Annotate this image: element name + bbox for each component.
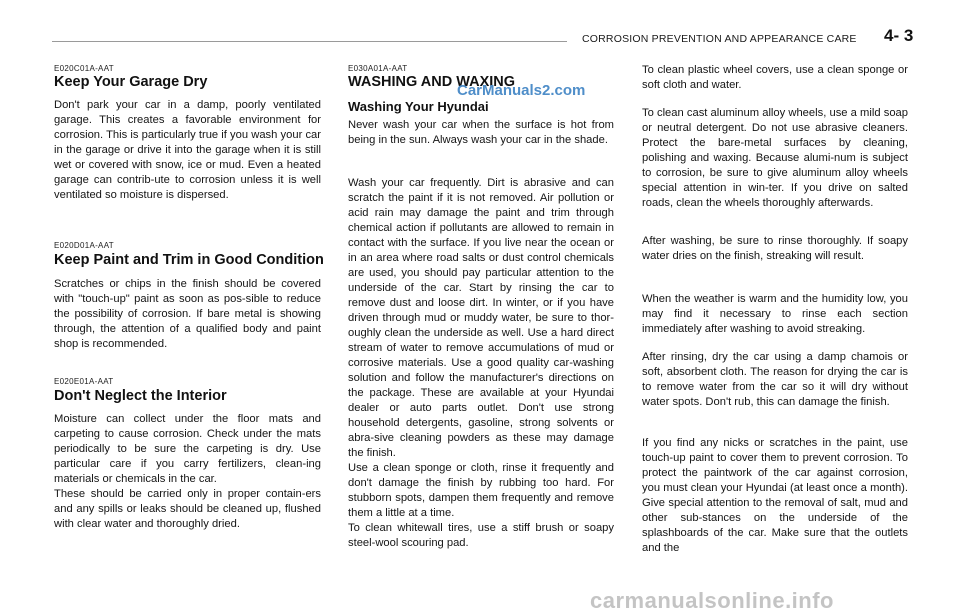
body-col3-p1: To clean plastic wheel covers, use a clean sponge or soft cloth and water.	[642, 64, 908, 91]
body-garage: Don't park your car in a damp, poorly ventilated garage. This creates a favorable environment for corrosion. This is particularly true if you wash your car in the garage or drive it into the garage when it is still wet or covered with snow, ice or mud. Even a heated garage can contrib-ute to corrosion unless it is well ventilated so moisture is dispersed.	[54, 99, 321, 201]
heading-interior: Don't Neglect the Interior	[54, 388, 227, 404]
section-code-washing: E030A01A-AAT	[348, 64, 408, 73]
body-interior-part1: Moisture can collect under the floor mats and carpeting to cause corrosion. Check under the mats periodically to be sure the carpeting is dry. Use particular care if you carry fertilizers, clean-ing materials or chemicals in the car.	[54, 413, 321, 485]
header-section-title: CORROSION PREVENTION AND APPEARANCE CARE	[582, 33, 857, 45]
body-col3-p5: After rinsing, dry the car using a damp chamois or soft, absorbent cloth. The reason for drying the car is to remove water from the car so it will dry without water spots. Don't rub, this can damage the finish.	[642, 351, 908, 408]
body-col3-p4: When the weather is warm and the humidity low, you may find it necessary to rinse each section immediately after washing to avoid streaking.	[642, 293, 908, 335]
section-code-interior: E020E01A-AAT	[54, 377, 114, 386]
section-code-paint: E020D01A-AAT	[54, 241, 114, 250]
body-col3-p3: After washing, be sure to rinse thoroughly. If soapy water dries on the finish, streaking will result.	[642, 235, 908, 262]
section-code-garage: E020C01A-AAT	[54, 64, 114, 73]
body-paint: Scratches or chips in the finish should be covered with "touch-up" paint as soon as pos-sible to reduce the possibility of corrosion. If bare metal is showing through, the attention of a qualified body and paint shop is recommended.	[54, 278, 321, 350]
page-number: 4- 3	[884, 26, 914, 45]
body-col3-p6: If you find any nicks or scratches in the paint, use touch-up paint to cover them to prevent corrosion. To protect the paintwork of the car against corrosion, you must clean your Hyundai (at least once a month). Give special attention to the removal of salt, mud and other sub-stances on the underside of the splashboards of the car. Make sure that the outlets and the	[642, 437, 908, 554]
heading-paint: Keep Paint and Trim in Good Condition	[54, 252, 324, 268]
body-col3-p2: To clean cast aluminum alloy wheels, use a mild soap or neutral detergent. Do not use abrasive cleaners. Protect the bare-metal surfaces by cleaning, polishing and waxing. Because alumi-num is subject to corrosion, be sure to give aluminum alloy wheels special attention in win-ter. If you drive on salted roads, clean the wheels thoroughly afterwards.	[642, 107, 908, 209]
body-interior	[54, 412, 321, 532]
watermark-carmanuals2: CarManuals2.com	[457, 82, 586, 99]
heading-garage: Keep Your Garage Dry	[54, 74, 208, 90]
body-interior-part2: These should be carried only in proper contain-ers and any spills or leaks should be cleaned up, flushed with clear water and thoroughly dried.	[54, 488, 321, 530]
body-washing-p2: Wash your car frequently. Dirt is abrasive and can scratch the paint if it is not removed. Air pollution or acid rain may damage the paint and trim through chemical action if pollutants are allowed to remain in contact with the surface. If you live near the ocean or in an area where road salts or dust control chemicals are used, you should pay particular attention to the underside of the car. Start by rinsing the car to remove dust and loose dirt. In winter, or if you have driven through mud or muddy water, be sure to thor-oughly clean the underside as well. Use a hard direct stream of water to remove accumulations of mud or corrosive materials. Use a good quality car-washing solution and follow the manufacturer's directions on the package. These are available at your Hyundai dealer or auto parts outlet. Don't use strong household detergents, gasoline, strong solvents or abra-sive cleaning powders as these may damage the finish.	[348, 177, 614, 459]
body-washing-p3: Use a clean sponge or cloth, rinse it frequently and don't damage the finish by rubbing too hard. For stubborn spots, dampen them frequently and remove them a little at a time.	[348, 462, 614, 519]
body-washing-main	[348, 176, 614, 551]
body-washing-p1: Never wash your car when the surface is hot from being in the sun. Always wash your car in the shade.	[348, 119, 614, 146]
header-rule	[52, 41, 567, 42]
heading-washing-waxing: WASHING AND WAXING	[348, 74, 516, 90]
footer-watermark: carmanualsonline.info	[590, 588, 834, 613]
body-washing-p4: To clean whitewall tires, use a stiff brush or soapy steel-wool scouring pad.	[348, 522, 614, 549]
subheading-washing: Washing Your Hyundai	[348, 99, 489, 114]
